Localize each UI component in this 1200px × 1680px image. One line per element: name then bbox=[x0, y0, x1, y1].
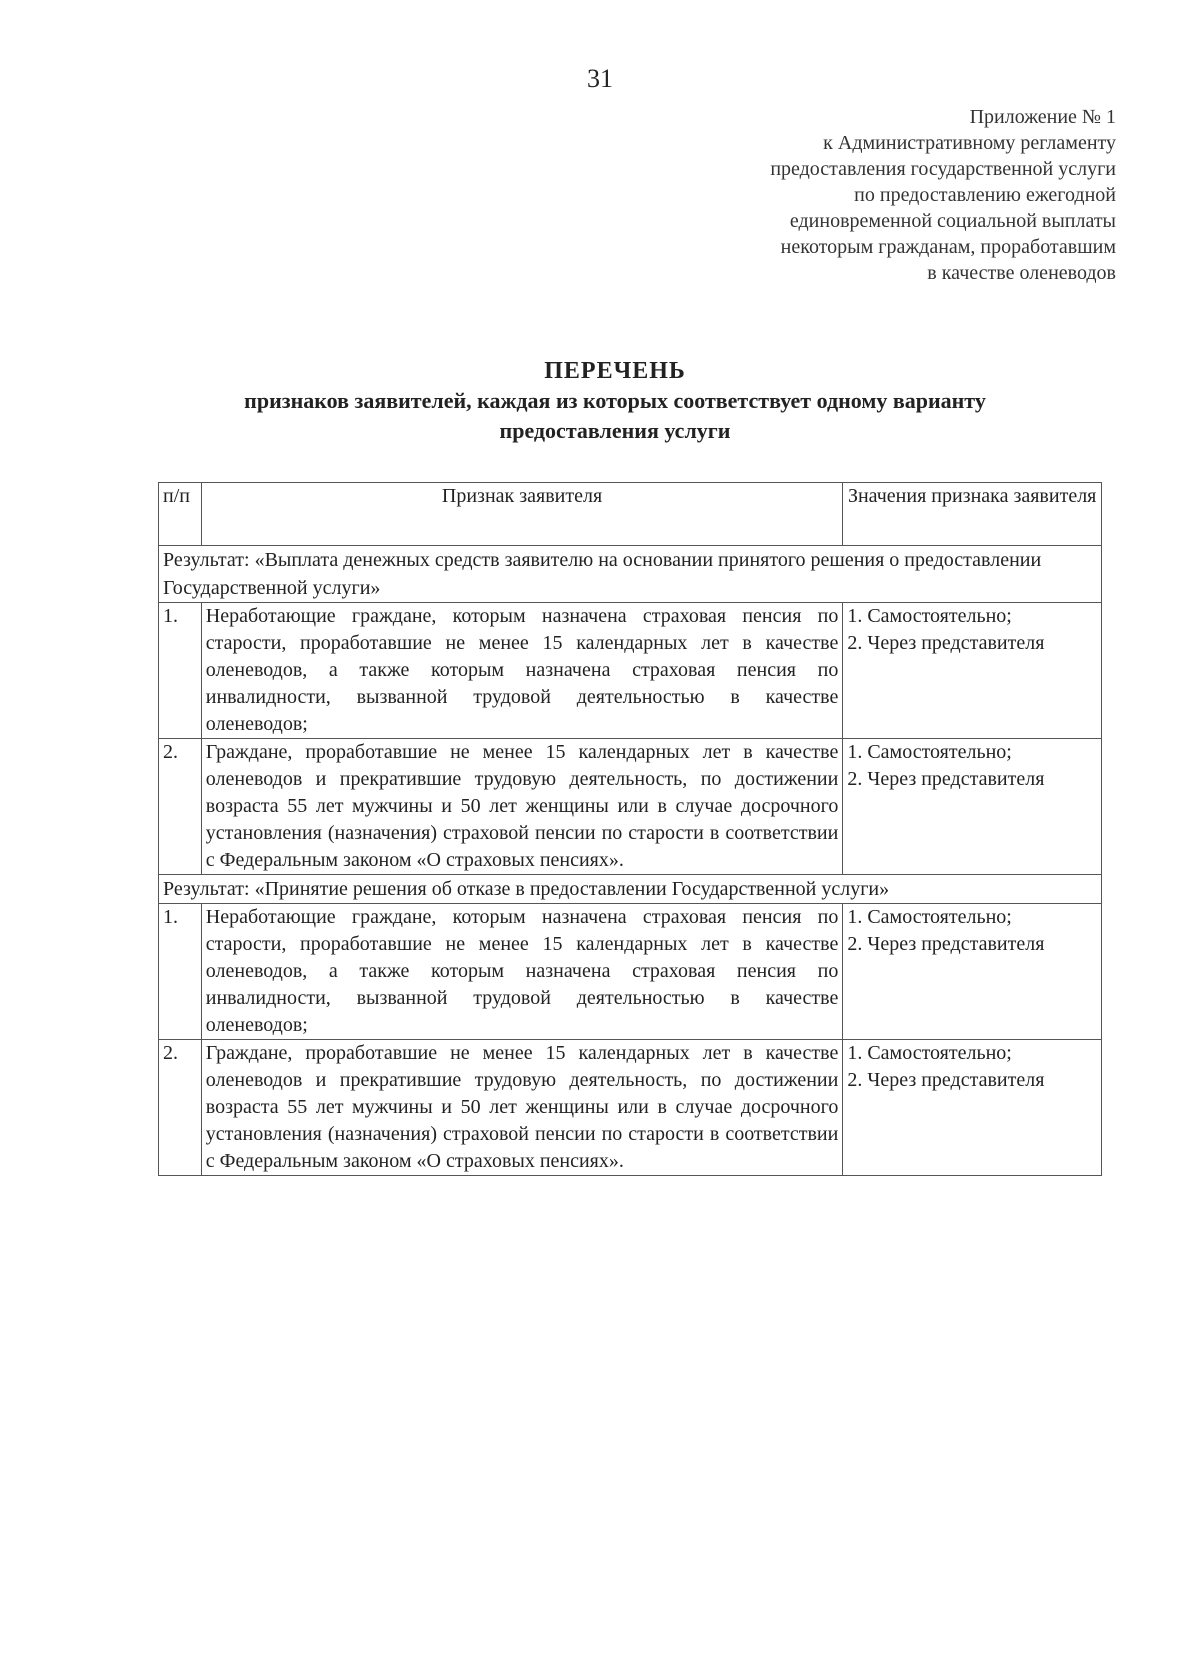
row-num: 1. bbox=[159, 603, 202, 739]
value-option: 1. Самостоятельно; bbox=[847, 741, 1012, 763]
row-sign: Неработающие граждане, которым назначена страховая пенсия по старости, проработавшие не менее 15 календарных лет в качестве оленеводов, а также которым назначена страховая пенсия по инвалидности, вызванной трудовой деятельностью в качестве оленеводов; bbox=[201, 904, 843, 1040]
row-sign: Неработающие граждане, которым назначена страховая пенсия по старости, проработавшие не менее 15 календарных лет в качестве оленеводов, а также которым назначена страховая пенсия по инвалидности, вызванной трудовой деятельностью в качестве оленеводов; bbox=[201, 603, 843, 739]
table-row bbox=[159, 739, 1102, 875]
value-option: 1. Самостоятельно; bbox=[847, 1042, 1012, 1064]
value-option: 2. Через представителя bbox=[847, 768, 1045, 790]
appendix-header bbox=[770, 104, 1116, 286]
header-values: Значения признака заявителя bbox=[843, 483, 1102, 546]
criteria-table bbox=[158, 482, 1102, 1176]
row-values bbox=[843, 904, 1102, 1040]
value-option: 2. Через представителя bbox=[847, 1069, 1045, 1091]
appendix-line: по предоставлению ежегодной bbox=[854, 184, 1116, 206]
value-option: 1. Самостоятельно; bbox=[847, 906, 1012, 928]
row-values bbox=[843, 603, 1102, 739]
title-main: ПЕРЕЧЕНЬ bbox=[544, 358, 686, 384]
value-option: 2. Через представителя bbox=[847, 632, 1045, 654]
header-sign: Признак заявителя bbox=[201, 483, 843, 546]
title-subtitle-line: предоставления услуги bbox=[499, 418, 731, 443]
appendix-line: к Административному регламенту bbox=[823, 132, 1116, 154]
row-values bbox=[843, 1040, 1102, 1176]
page-number: 31 bbox=[587, 64, 613, 93]
row-num: 1. bbox=[159, 904, 202, 1040]
section-result: Результат: «Выплата денежных средств заявителю на основании принятого решения о предоставлении Государственной услуги» bbox=[159, 546, 1102, 603]
row-num: 2. bbox=[159, 1040, 202, 1176]
section-row bbox=[159, 875, 1102, 904]
table-row bbox=[159, 904, 1102, 1040]
value-option: 2. Через представителя bbox=[847, 933, 1045, 955]
row-values bbox=[843, 739, 1102, 875]
appendix-line: предоставления государственной услуги bbox=[770, 158, 1116, 180]
header-num: п/п bbox=[159, 483, 202, 546]
title-subtitle-line: признаков заявителей, каждая из которых соответствует одному варианту bbox=[244, 388, 986, 413]
row-num: 2. bbox=[159, 739, 202, 875]
table-row bbox=[159, 603, 1102, 739]
appendix-line: в качестве оленеводов bbox=[927, 262, 1116, 284]
appendix-line: некоторым гражданам, проработавшим bbox=[780, 236, 1116, 258]
appendix-line: единовременной социальной выплаты bbox=[789, 210, 1116, 232]
document-title bbox=[120, 356, 1110, 446]
value-option: 1. Самостоятельно; bbox=[847, 605, 1012, 627]
table-header-row bbox=[159, 483, 1102, 546]
section-row bbox=[159, 546, 1102, 603]
table-row bbox=[159, 1040, 1102, 1176]
row-sign: Граждане, проработавшие не менее 15 календарных лет в качестве оленеводов и прекратившие трудовую деятельность, по достижении возраста 55 лет мужчины и 50 лет женщины или в случае досрочного установления (назначения) страховой пенсии по старости в соответствии с Федеральным законом «О страховых пенсиях». bbox=[201, 739, 843, 875]
appendix-line: Приложение № 1 bbox=[969, 106, 1116, 128]
section-result: Результат: «Принятие решения об отказе в предоставлении Государственной услуги» bbox=[159, 875, 1102, 904]
row-sign: Граждане, проработавшие не менее 15 календарных лет в качестве оленеводов и прекратившие трудовую деятельность, по достижении возраста 55 лет мужчины и 50 лет женщины или в случае досрочного установления (назначения) страховой пенсии по старости в соответствии с Федеральным законом «О страховых пенсиях». bbox=[201, 1040, 843, 1176]
